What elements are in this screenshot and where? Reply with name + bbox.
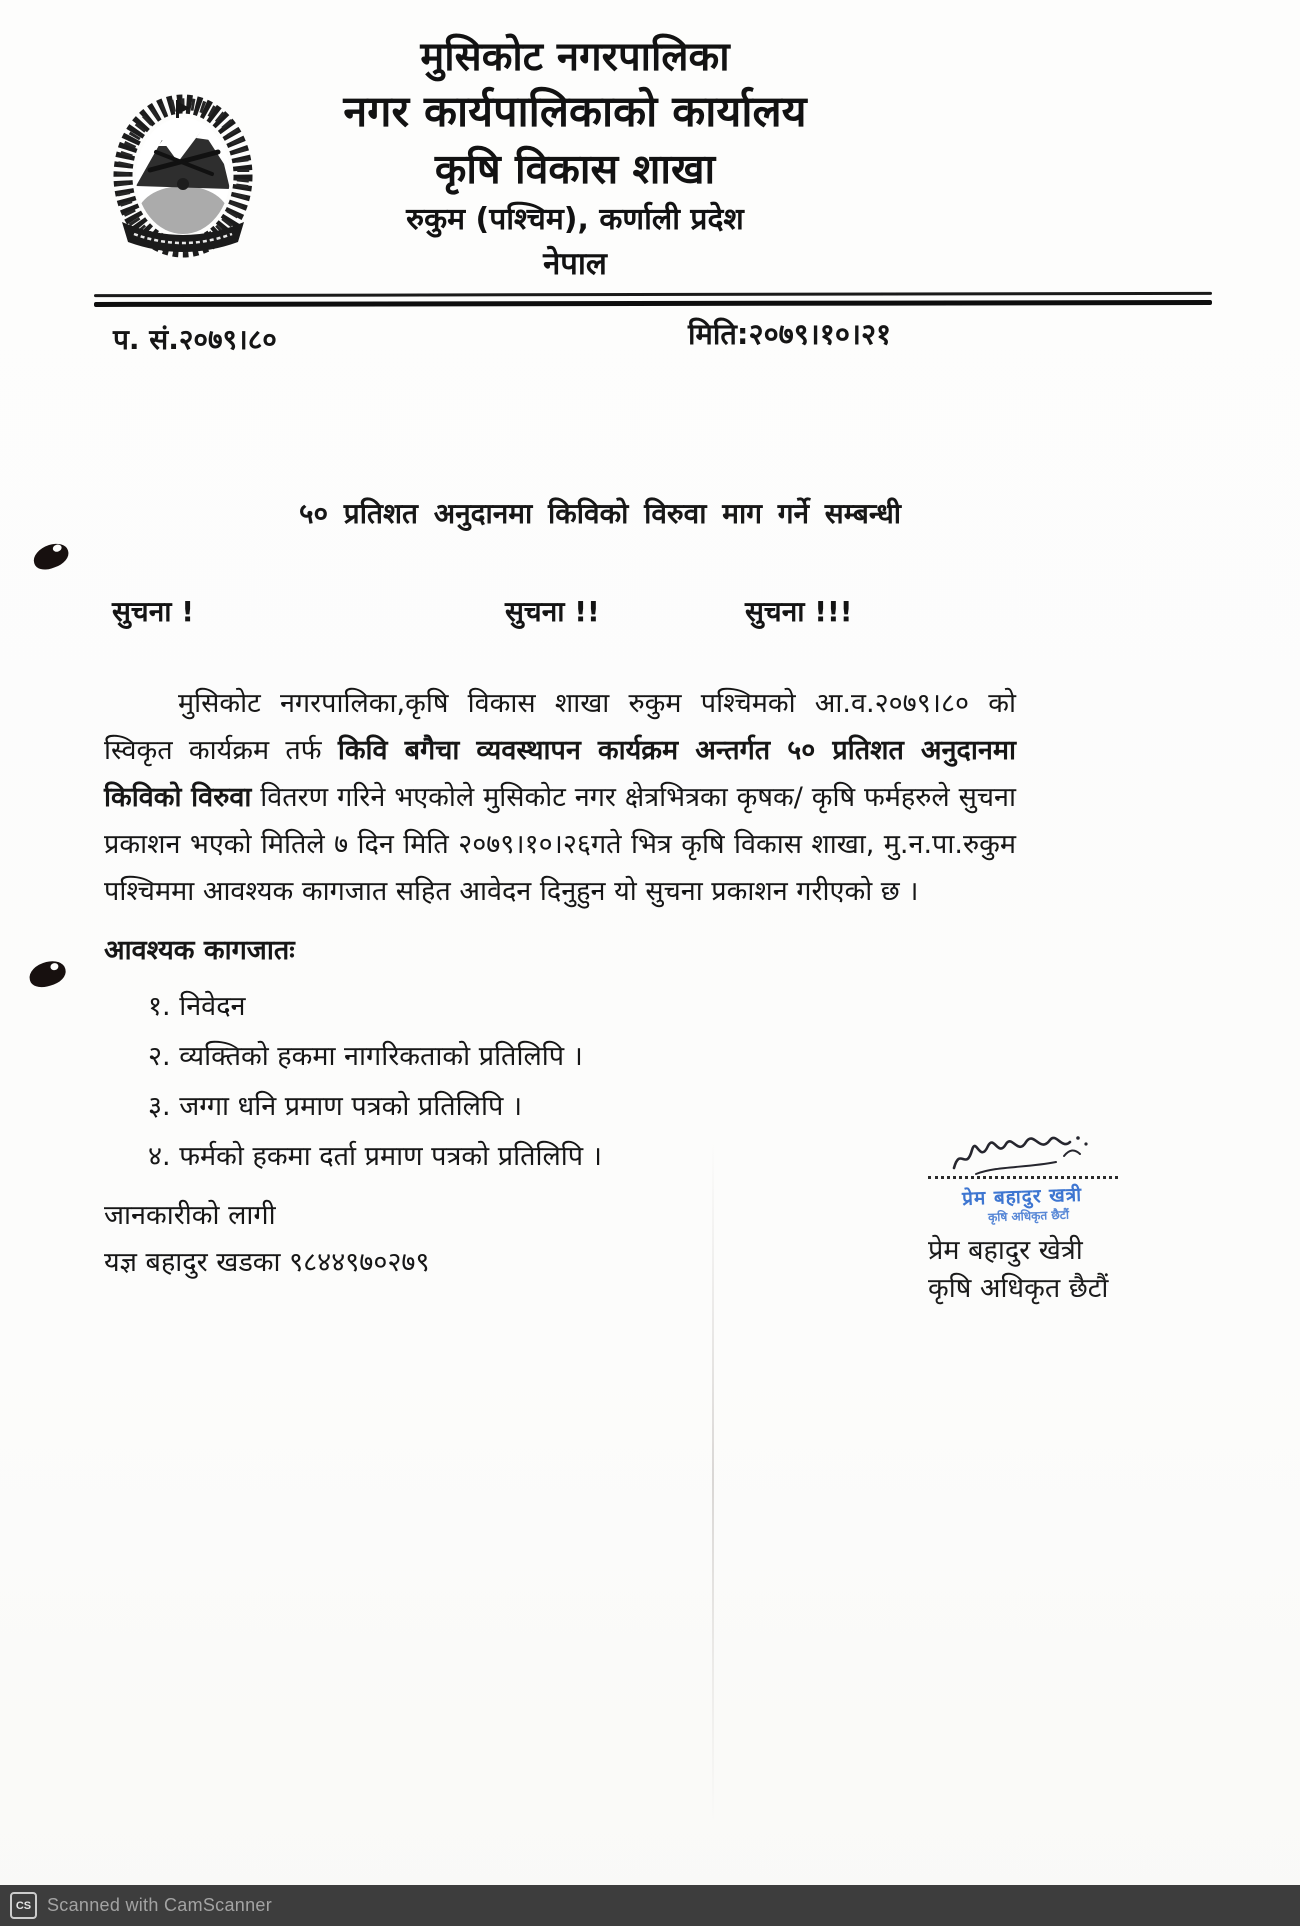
list-item: ३. जग्गा धनि प्रमाण पत्रको प्रतिलिपि । xyxy=(148,1091,523,1122)
contact-person: यज्ञ बहादुर खडका ९८४४९७०२७९ xyxy=(104,1247,430,1278)
notice-third: सुचना !!! xyxy=(745,595,853,628)
letterhead-divider xyxy=(94,293,1212,306)
paper-crease xyxy=(712,1140,714,1820)
notice-first: सुचना ! xyxy=(112,595,195,628)
ref-number: प. सं.२०७९।८० xyxy=(113,323,277,356)
body-part-bold: किवि बगैचा व्यवस्थापन कार्यक्रम अन्तर्गत ५० प्रतिशत अनुदानमा किविको विरुवा xyxy=(104,735,1016,813)
org-name: मुसिकोट नगरपालिका xyxy=(420,34,730,80)
documents-list xyxy=(104,982,1016,1182)
list-item: ४. फर्मको हकमा दर्ता प्रमाण पत्रको प्रतिलिपि । xyxy=(148,1141,602,1172)
notice-second: सुचना !! xyxy=(505,595,600,628)
info-line: जानकारीको लागी xyxy=(104,1200,276,1231)
stamp-title: कृषि अधिकृत छैटौं xyxy=(987,1207,1070,1225)
body-part-2: वितरण गरिने भएकोले मुसिकोट नगर क्षेत्रभित्रका कृषक/ कृषि फर्महरुले सुचना प्रकाशन भएको मितिले ७ दिन मिति २०७९।१०।२६गते भित्र कृषि विकास शाखा, मु.न.पा.रुकुम पश्चिममा आवश्यक कागजात सहित आवेदन दिनुहुन यो सुचना प्रकाशन गरीएको छ । xyxy=(104,782,1016,907)
documents-heading: आवश्यक कागजातः xyxy=(104,935,295,966)
list-item: २. व्यक्तिको हकमा नागरिकताको प्रतिलिपि । xyxy=(148,1041,583,1072)
list-item: १. निवेदन xyxy=(148,991,246,1022)
ink-blot xyxy=(30,540,71,573)
body-part-1: मुसिकोट नगरपालिका,कृषि विकास शाखा रुकुम पश्चिमको आ.व.२०७९।८० को स्विकृत कार्यक्रम तर्फ xyxy=(104,688,1016,766)
office-name: नगर कार्यपालिकाको कार्यालय xyxy=(343,87,807,137)
camscanner-logo-icon: CS xyxy=(10,1892,37,1919)
letterhead xyxy=(230,30,920,286)
stamp-name: प्रेम बहादुर खत्री xyxy=(961,1183,1083,1210)
country-line: नेपाल xyxy=(543,246,607,282)
letter-date: मिति:२०७९।१०।२१ xyxy=(688,317,892,351)
camscanner-label: Scanned with CamScanner xyxy=(47,1895,273,1915)
branch-name: कृषि विकास शाखा xyxy=(434,145,716,193)
camscanner-bar xyxy=(0,1885,1300,1926)
signatory-title: कृषि अधिकृत छैटौं xyxy=(928,1273,1109,1304)
subject-line: ५० प्रतिशत अनुदानमा किविको विरुवा माग गर्ने सम्बन्धी xyxy=(298,497,902,530)
letter-body xyxy=(104,680,1016,1286)
ink-blot xyxy=(27,958,69,990)
signature-block xyxy=(928,1128,1188,1311)
location-line: रुकुम (पश्चिम), कर्णाली प्रदेश xyxy=(406,202,744,237)
signature-dotted-line xyxy=(928,1176,1118,1179)
body-paragraph xyxy=(104,680,1016,915)
signatory-name: प्रेम बहादुर खेत्री xyxy=(928,1235,1083,1266)
